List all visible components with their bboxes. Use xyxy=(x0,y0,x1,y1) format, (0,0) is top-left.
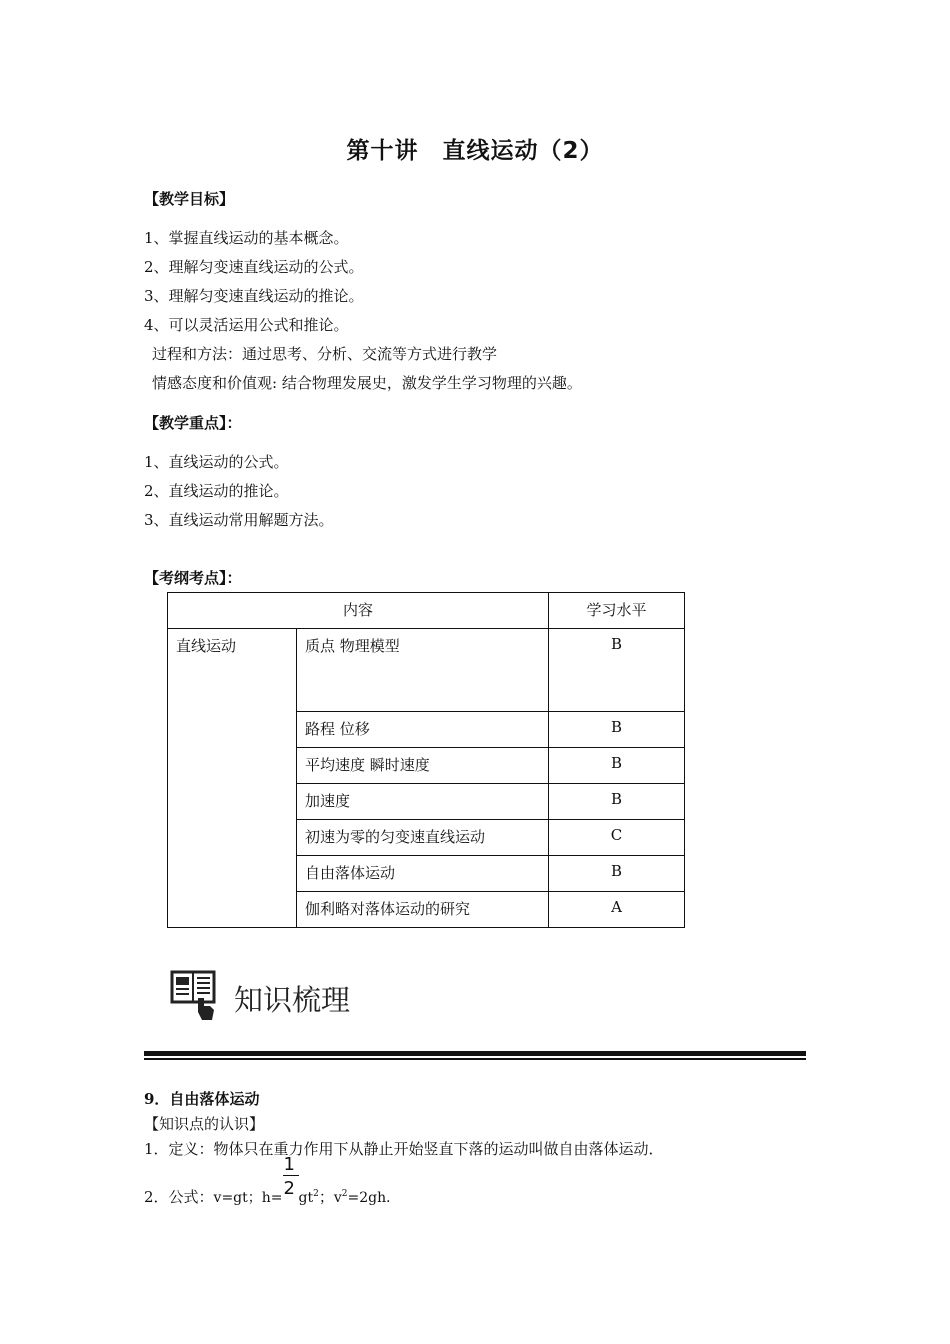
formula-line xyxy=(144,1154,401,1207)
syllabus-heading: 【考纲考点】： xyxy=(144,569,242,587)
formula-exponent: 2 xyxy=(341,1189,348,1199)
fraction-numerator: 1 xyxy=(283,1154,295,1175)
divider-thick xyxy=(144,1051,806,1056)
col-header-content: 内容 xyxy=(168,593,549,629)
table-row-level: A xyxy=(549,892,685,928)
objective-process: 过程和方法：通过思考、分析、交流等方式进行教学 xyxy=(152,345,498,363)
key-point-item: 1、直线运动的公式。 xyxy=(144,453,289,471)
formula-v: v=gt； xyxy=(213,1190,262,1206)
objective-item: 4、可以灵活运用公式和推论。 xyxy=(144,316,349,334)
book-hand-icon xyxy=(170,970,216,1022)
table-row-level: B xyxy=(549,748,685,784)
category-cell: 直线运动 xyxy=(168,629,297,928)
table-row-topic: 加速度 xyxy=(297,784,549,820)
formula-h-prefix: h= xyxy=(261,1190,283,1206)
table-row-topic: 初速为零的匀变速直线运动 xyxy=(297,820,549,856)
table-row-level: B xyxy=(549,856,685,892)
col-header-level: 学习水平 xyxy=(549,593,685,629)
table-row-level: B xyxy=(549,629,685,712)
table-row-topic: 自由落体运动 xyxy=(297,856,549,892)
formula-separator: ； xyxy=(318,1188,334,1206)
fraction-denominator: 2 xyxy=(283,1178,295,1199)
table-row-level: B xyxy=(549,784,685,820)
key-point-item: 2、直线运动的推论。 xyxy=(144,482,289,500)
definition-text: 1．定义：物体只在重力作用下从静止开始竖直下落的运动叫做自由落体运动． xyxy=(144,1140,664,1158)
table-row-level: C xyxy=(549,820,685,856)
page-title: 第十讲 直线运动（2） xyxy=(346,138,604,164)
objective-item: 1、掌握直线运动的基本概念。 xyxy=(144,229,349,247)
objective-item: 2、理解匀变速直线运动的公式。 xyxy=(144,258,364,276)
section-subheading: 【知识点的认识】 xyxy=(144,1115,265,1133)
formula-exponent: 2 xyxy=(313,1189,319,1199)
section-title: 9．自由落体运动 xyxy=(144,1090,260,1108)
divider-thin xyxy=(144,1058,806,1060)
objectives-heading: 【教学目标】 xyxy=(144,190,235,208)
formula-v2-suffix: =2gh． xyxy=(347,1190,401,1206)
objective-item: 3、理解匀变速直线运动的推论。 xyxy=(144,287,364,305)
fraction-bar xyxy=(283,1175,299,1176)
table-row-topic: 平均速度 瞬时速度 xyxy=(297,748,549,784)
key-points-heading: 【教学重点】： xyxy=(144,414,242,432)
table-row-topic: 质点 物理模型 xyxy=(297,629,549,712)
formula-h-suffix: gt xyxy=(298,1190,314,1206)
table-row-level: B xyxy=(549,712,685,748)
formula-label: 2．公式： xyxy=(144,1188,214,1206)
table-row-topic: 伽利略对落体运动的研究 xyxy=(297,892,549,928)
banner-title: 知识梳理 xyxy=(234,983,351,1017)
formula-v2-prefix: v xyxy=(333,1190,342,1206)
fraction-one-half xyxy=(283,1154,299,1202)
objective-attitude: 情感态度和价值观: 结合物理发展史，激发学生学习物理的兴趣。 xyxy=(152,374,582,392)
syllabus-table xyxy=(167,592,685,928)
table-row-topic: 路程 位移 xyxy=(297,712,549,748)
key-point-item: 3、直线运动常用解题方法。 xyxy=(144,511,334,529)
